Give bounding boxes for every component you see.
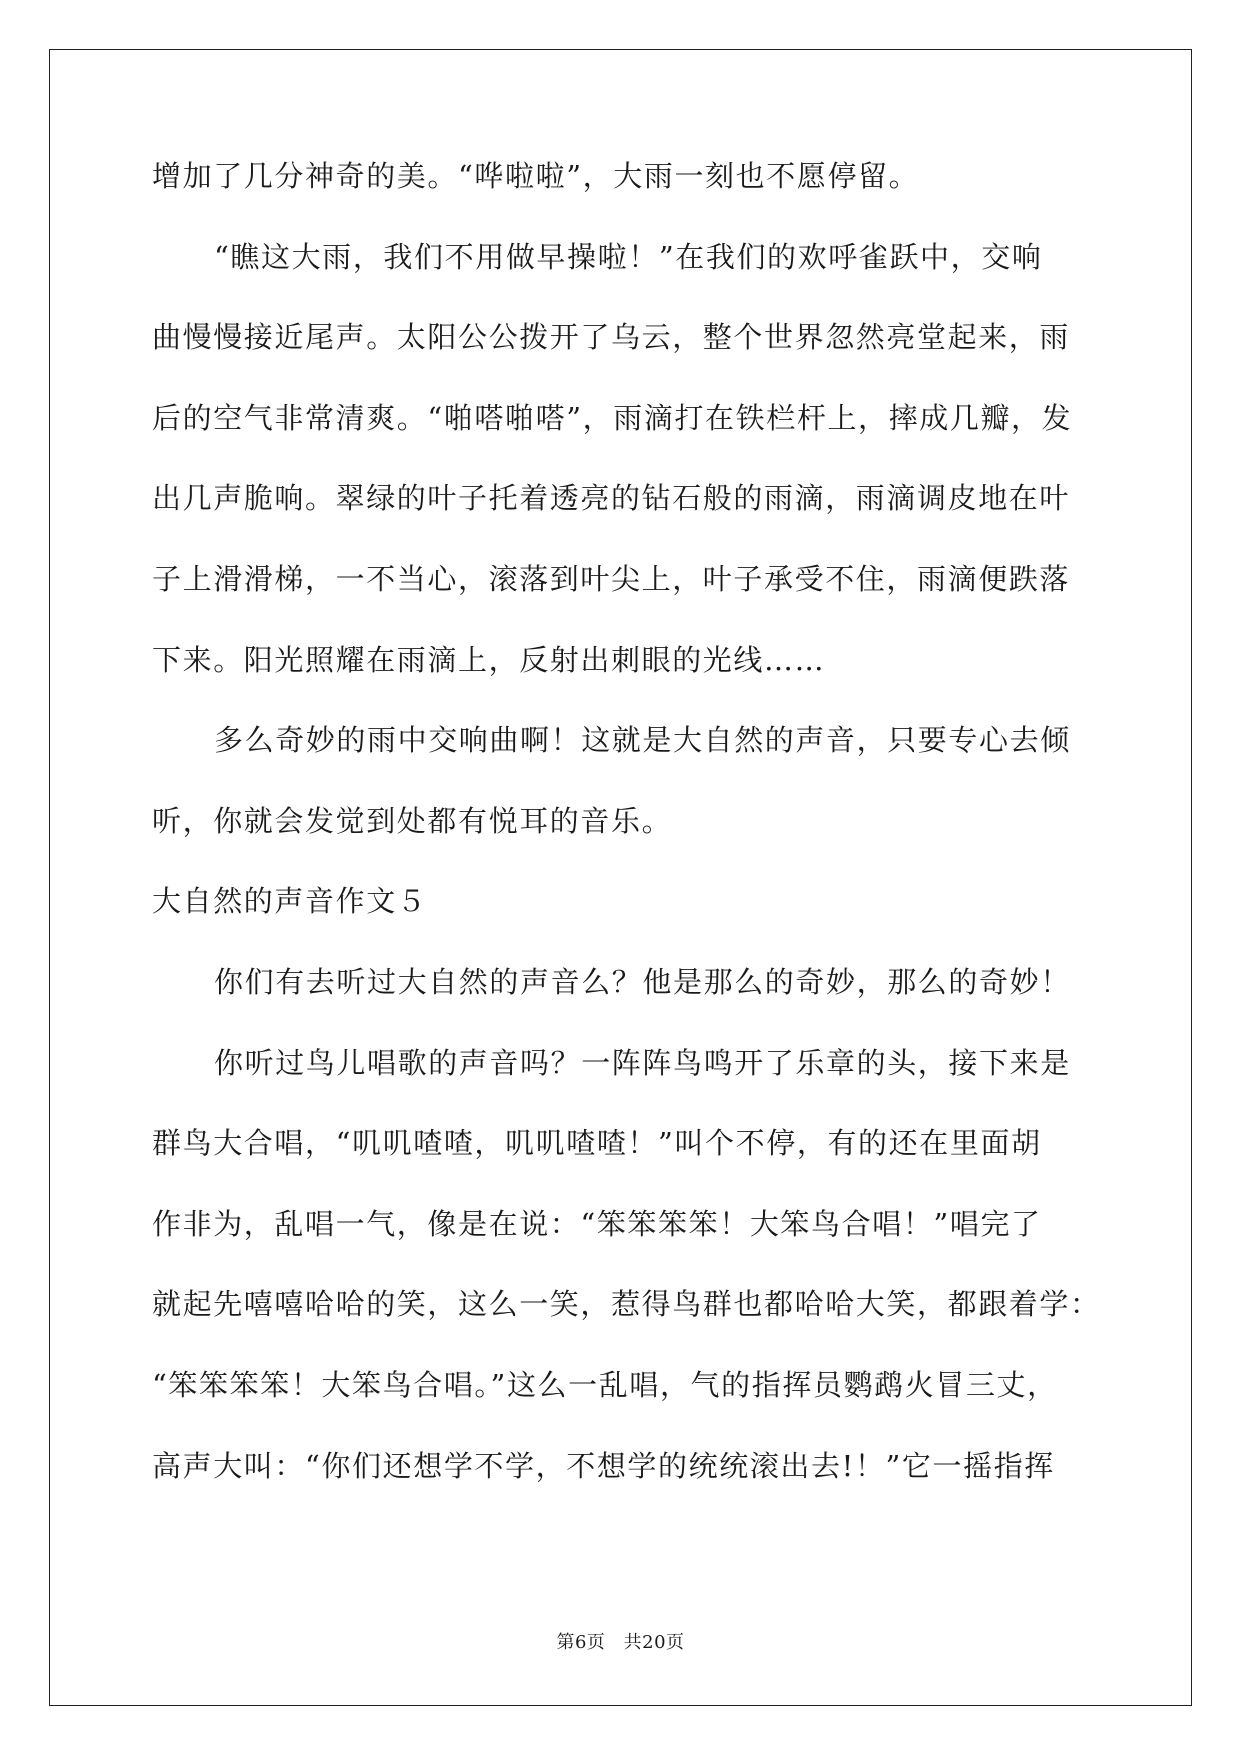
text-line: 作非为，乱唱一气，像是在说：“笨笨笨笨！大笨鸟合唱！”唱完了 — [152, 1206, 1042, 1241]
text-line: 你们有去听过大自然的声音么？他是那么的奇妙，那么的奇妙！ — [214, 964, 1071, 999]
text-line: 多么奇妙的雨中交响曲啊！这就是大自然的声音，只要专心去倾 — [214, 723, 1071, 758]
text-line: 你听过鸟儿唱歌的声音吗？一阵阵鸟鸣开了乐章的头，接下来是 — [214, 1045, 1071, 1080]
text-line: 下来。阳光照耀在雨滴上，反射出刺眼的光线…… — [152, 642, 826, 677]
document-body — [152, 159, 1101, 1532]
text-line: 后的空气非常清爽。“啪嗒啪嗒”，雨滴打在铁栏杆上，摔成几瓣，发 — [152, 400, 1073, 435]
page-number: 第6页 — [556, 1632, 606, 1653]
text-line: “瞧这大雨，我们不用做早操啦！”在我们的欢呼雀跃中，交响 — [214, 239, 1043, 274]
text-line: 出几声脆响。翠绿的叶子托着透亮的钻石般的雨滴，雨滴调皮地在叶 — [152, 481, 1071, 516]
section-heading: 大自然的声音作文５ — [152, 884, 428, 919]
page-footer — [0, 1628, 1241, 1654]
page-total: 共20页 — [623, 1632, 685, 1653]
text-line: 高声大叫：“你们还想学不学，不想学的统统滚出去!！”它一摇指挥 — [152, 1448, 1055, 1483]
text-line: 就起先嘻嘻哈哈的笑，这么一笑，惹得鸟群也都哈哈大笑，都跟着学： — [152, 1287, 1101, 1322]
text-line: 听，你就会发觉到处都有悦耳的音乐。 — [152, 803, 673, 838]
text-line: “笨笨笨笨！大笨鸟合唱。”这么一乱唱，气的指挥员鹦鹉火冒三丈， — [152, 1367, 1058, 1402]
text-line: 增加了几分神奇的美。“哗啦啦”，大雨一刻也不愿停留。 — [152, 159, 920, 193]
text-line: 曲慢慢接近尾声。太阳公公拨开了乌云，整个世界忽然亮堂起来，雨 — [152, 320, 1071, 355]
text-line: 群鸟大合唱，“叽叽喳喳，叽叽喳喳！”叫个不停，有的还在里面胡 — [152, 1126, 1042, 1161]
text-line: 子上滑滑梯，一不当心，滚落到叶尖上，叶子承受不住，雨滴便跌落 — [152, 561, 1071, 596]
